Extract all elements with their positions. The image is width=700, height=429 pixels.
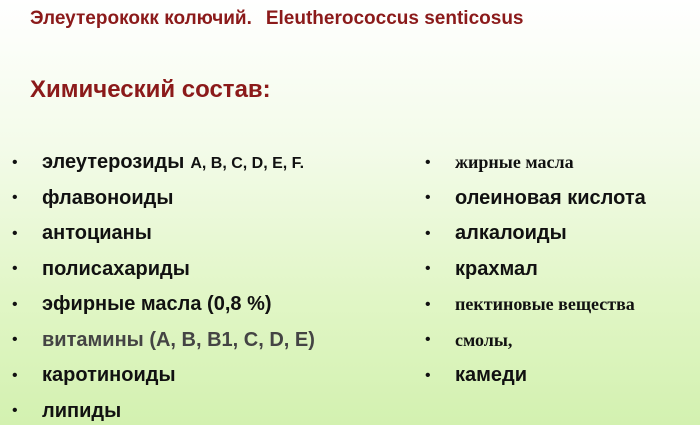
list-item-label: жирные масла [455,152,574,173]
list-item-label: каротиноиды [42,364,176,387]
list-item [425,358,646,394]
section-heading: Химический состав: [30,76,271,104]
list-item [425,252,646,288]
bullet-icon: • [12,367,42,385]
bullet-icon: • [425,189,455,207]
bullet-icon: • [425,154,455,172]
list-item-label: камеди [455,364,527,387]
list-item [12,287,315,323]
list-item [425,323,646,359]
list-item-label: олеиновая кислота [455,187,646,210]
list-item [12,181,315,217]
list-item-label: липиды [42,400,121,423]
list-item [425,145,646,181]
bullet-icon: • [12,154,42,172]
list-item [12,216,315,252]
bullet-icon: • [425,367,455,385]
list-item [425,181,646,217]
list-item [12,358,315,394]
list-item-label: полисахариды [42,258,190,281]
bullet-icon: • [12,296,42,314]
list-item [12,323,315,359]
list-item [425,216,646,252]
list-item-label: витамины (A, B, B1, C, D, E) [42,329,315,352]
bullet-icon: • [425,296,455,314]
slide-title [30,8,524,30]
list-item-label: крахмал [455,258,538,281]
list-item-label: элеутерозиды A, B, C, D, E, F. [42,151,304,174]
bullet-icon: • [12,402,42,420]
list-item [12,145,315,181]
list-item [12,252,315,288]
bullet-icon: • [12,260,42,278]
bullet-icon: • [425,225,455,243]
composition-list-right [425,145,646,394]
list-item-label: флавоноиды [42,187,173,210]
title-latin: Eleutherococcus senticosus [266,8,524,29]
list-item-label: смолы, [455,330,512,351]
title-russian: Элеутерококк колючий. [30,8,252,29]
bullet-icon: • [425,331,455,349]
list-item-label: пектиновые вещества [455,294,635,315]
bullet-icon: • [12,189,42,207]
bullet-icon: • [12,225,42,243]
list-item-suffix: A, B, C, D, E, F. [190,155,304,172]
list-item-label: антоцианы [42,222,152,245]
list-item [12,394,315,429]
composition-list-left [12,145,315,429]
list-item-label: алкалоиды [455,222,567,245]
list-item-label: эфирные масла (0,8 %) [42,293,272,316]
list-item [425,287,646,323]
bullet-icon: • [12,331,42,349]
bullet-icon: • [425,260,455,278]
